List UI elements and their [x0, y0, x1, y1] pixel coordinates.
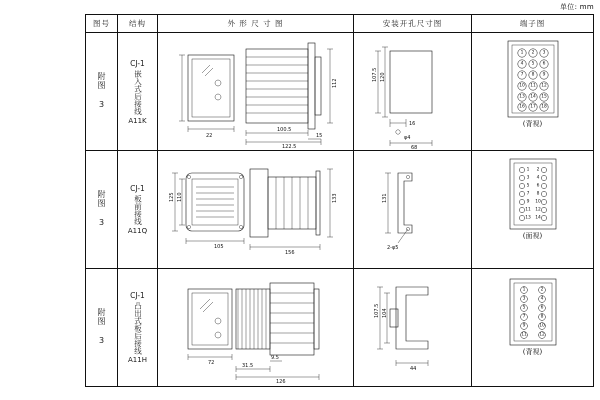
dim-107-5: 107.5: [374, 303, 380, 318]
svg-text:10: 10: [539, 323, 545, 329]
svg-text:4: 4: [540, 296, 544, 302]
dim-122-5: 122.5: [282, 144, 297, 149]
terminal-pin-group: [519, 167, 546, 221]
unit-note: 单位: mm: [559, 3, 594, 11]
cell-structure: [118, 269, 158, 387]
svg-text:6: 6: [542, 61, 546, 67]
table-row: [86, 151, 594, 269]
header-outline: 外 形 尺 寸 图: [158, 15, 354, 33]
svg-text:9: 9: [526, 199, 530, 205]
svg-text:2: 2: [536, 167, 540, 173]
dim-105: 105: [214, 244, 224, 250]
svg-text:1: 1: [520, 50, 524, 56]
svg-text:9: 9: [522, 323, 526, 329]
svg-text:5: 5: [531, 61, 535, 67]
svg-text:2: 2: [531, 50, 535, 56]
svg-text:10: 10: [519, 83, 525, 89]
svg-text:14: 14: [535, 215, 541, 221]
dim-2-phi5: 2-φ5: [387, 245, 399, 251]
fig-no-label: 附图 3: [97, 189, 106, 228]
terminal-caption: (面视): [522, 232, 543, 240]
dim-120: 120: [380, 72, 386, 82]
svg-text:2: 2: [540, 287, 544, 293]
dim-phi4: φ4: [404, 135, 411, 141]
svg-text:5: 5: [522, 305, 526, 311]
header-fig-no: 图号: [86, 15, 118, 33]
terminal-circle-group: [518, 49, 548, 111]
structure-model: CJ-1: [130, 184, 145, 193]
structure-model: CJ-1: [130, 58, 145, 68]
header-terminal: 端子图: [472, 15, 594, 33]
svg-text:8: 8: [536, 191, 540, 197]
dim-133: 133: [332, 193, 338, 203]
cell-fig-no: [86, 151, 118, 269]
dim-131: 131: [382, 193, 388, 203]
svg-text:6: 6: [540, 305, 544, 311]
dim-31-5: 31.5: [242, 363, 254, 369]
dim-156: 156: [285, 250, 295, 256]
cell-terminal-drawing: [472, 269, 594, 387]
cell-outline-drawing: [158, 151, 354, 269]
svg-text:7: 7: [522, 314, 526, 320]
svg-text:6: 6: [536, 183, 540, 189]
structure-code: A11K: [128, 116, 147, 125]
svg-text:12: 12: [535, 207, 541, 213]
svg-text:17: 17: [530, 104, 536, 110]
fig-no-label: 附图 3: [97, 71, 106, 110]
svg-text:3: 3: [522, 296, 526, 302]
dim-16: 16: [409, 121, 416, 127]
dim-68: 68: [411, 145, 418, 149]
svg-text:15: 15: [541, 94, 547, 100]
svg-text:12: 12: [541, 83, 547, 89]
svg-text:11: 11: [530, 83, 536, 89]
structure-model: CJ-1: [130, 290, 145, 300]
dim-100-5: 100.5: [277, 127, 292, 133]
dim-9-5: 9.5: [271, 355, 279, 361]
svg-text:8: 8: [540, 314, 544, 320]
svg-text:4: 4: [536, 175, 540, 181]
dim-110: 110: [177, 192, 183, 202]
svg-text:3: 3: [542, 50, 546, 56]
svg-text:7: 7: [520, 72, 524, 78]
svg-text:10: 10: [535, 199, 541, 205]
svg-text:18: 18: [541, 104, 547, 110]
dim-22: 22: [206, 133, 213, 139]
svg-text:12: 12: [539, 332, 545, 338]
cell-mounting-drawing: [354, 33, 472, 151]
svg-text:8: 8: [531, 72, 535, 78]
svg-text:11: 11: [521, 332, 527, 338]
dim-125: 125: [169, 192, 175, 202]
cell-fig-no: [86, 269, 118, 387]
cell-outline-drawing: [158, 33, 354, 151]
svg-text:7: 7: [526, 191, 530, 197]
terminal-circle-group: [521, 287, 546, 339]
svg-text:5: 5: [526, 183, 530, 189]
terminal-caption: (背视): [522, 348, 543, 356]
cell-terminal-drawing: [472, 33, 594, 151]
svg-text:13: 13: [519, 94, 525, 100]
cell-mounting-drawing: [354, 269, 472, 387]
svg-text:14: 14: [530, 94, 536, 100]
svg-text:9: 9: [542, 72, 546, 78]
specification-table: [85, 14, 594, 387]
table-row: [86, 269, 594, 387]
dim-44: 44: [410, 366, 417, 372]
svg-text:13: 13: [525, 215, 531, 221]
header-structure: 结构: [118, 15, 158, 33]
terminal-caption: (背视): [522, 120, 543, 128]
cell-outline-drawing: [158, 269, 354, 387]
dim-126: 126: [276, 379, 286, 385]
structure-desc: 凸出式板后接线: [133, 301, 143, 355]
table-row: [86, 33, 594, 151]
structure-desc: 板前接线: [133, 195, 143, 225]
cell-structure: [118, 151, 158, 269]
table-header-row: [86, 15, 594, 33]
structure-code: A11H: [128, 356, 147, 365]
svg-text:16: 16: [519, 104, 525, 110]
svg-text:11: 11: [525, 207, 531, 213]
structure-code: A11Q: [127, 227, 148, 235]
svg-text:1: 1: [522, 287, 526, 293]
cell-structure: [118, 33, 158, 151]
dim-107-5: 107.5: [372, 67, 378, 82]
cell-fig-no: [86, 33, 118, 151]
header-mounting: 安装开孔尺寸图: [354, 15, 472, 33]
dim-15: 15: [316, 133, 323, 139]
svg-text:3: 3: [526, 175, 530, 181]
dim-112: 112: [332, 78, 338, 88]
cell-terminal-drawing: [472, 151, 594, 269]
fig-no-label: 附图 3: [97, 307, 106, 346]
cell-mounting-drawing: [354, 151, 472, 269]
svg-text:1: 1: [526, 167, 530, 173]
svg-text:4: 4: [520, 61, 524, 67]
dim-104: 104: [382, 308, 388, 318]
dim-72: 72: [208, 360, 215, 366]
structure-desc: 嵌入式后接线: [133, 69, 143, 115]
